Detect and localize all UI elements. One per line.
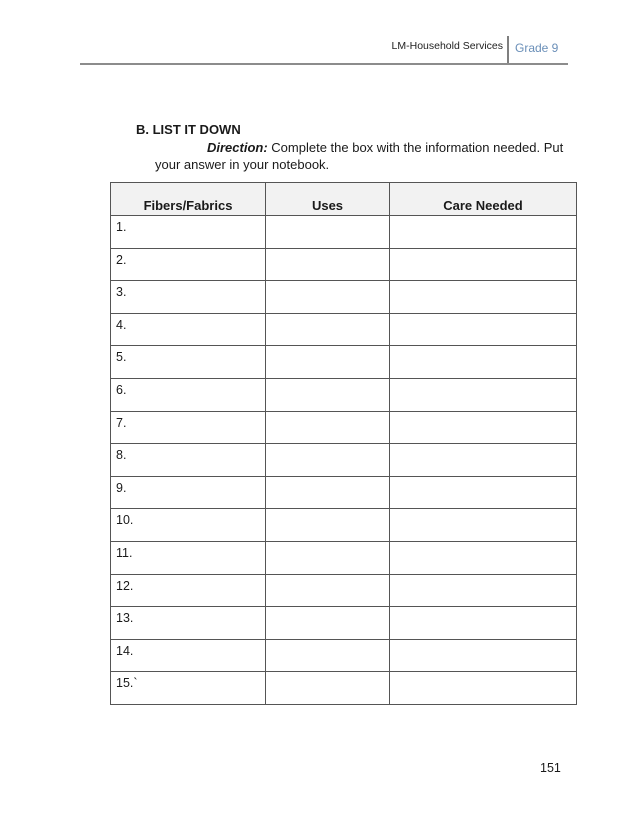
care-cell[interactable] [390, 313, 577, 346]
care-cell[interactable] [390, 672, 577, 705]
care-cell[interactable] [390, 476, 577, 509]
row-number: 11. [116, 545, 133, 560]
column-header-uses: Uses [266, 183, 390, 216]
row-number: 12. [116, 578, 134, 593]
column-header-fibers: Fibers/Fabrics [111, 183, 266, 216]
table-row [111, 607, 577, 640]
fiber-cell[interactable] [111, 574, 266, 607]
table-row [111, 378, 577, 411]
uses-cell[interactable] [266, 444, 390, 477]
uses-cell[interactable] [266, 411, 390, 444]
uses-cell[interactable] [266, 378, 390, 411]
row-number: 8. [116, 448, 127, 463]
uses-cell[interactable] [266, 476, 390, 509]
row-number: 4. [116, 317, 127, 332]
care-cell[interactable] [390, 541, 577, 574]
uses-cell[interactable] [266, 541, 390, 574]
fiber-cell[interactable] [111, 509, 266, 542]
page-header [0, 0, 639, 70]
table-row [111, 541, 577, 574]
care-cell[interactable] [390, 346, 577, 379]
header-subject: LM-Household Services [391, 40, 503, 52]
row-number: 6. [116, 382, 127, 397]
worksheet-table [110, 182, 577, 705]
fiber-cell[interactable] [111, 639, 266, 672]
column-header-care: Care Needed [390, 183, 577, 216]
fiber-cell[interactable] [111, 216, 266, 249]
row-number: 14. [116, 643, 134, 658]
fiber-cell[interactable] [111, 476, 266, 509]
care-cell[interactable] [390, 216, 577, 249]
fiber-cell[interactable] [111, 607, 266, 640]
table-row [111, 346, 577, 379]
uses-cell[interactable] [266, 639, 390, 672]
table-row [111, 216, 577, 249]
uses-cell[interactable] [266, 281, 390, 314]
table-row [111, 574, 577, 607]
uses-cell[interactable] [266, 313, 390, 346]
fiber-cell[interactable] [111, 378, 266, 411]
table-row [111, 444, 577, 477]
table-row [111, 476, 577, 509]
care-cell[interactable] [390, 281, 577, 314]
table-row [111, 313, 577, 346]
table-row [111, 639, 577, 672]
header-divider [507, 36, 509, 64]
row-number: 10. [116, 513, 134, 528]
header-rule [80, 63, 568, 65]
uses-cell[interactable] [266, 574, 390, 607]
fiber-cell[interactable] [111, 248, 266, 281]
row-number: 9. [116, 480, 127, 495]
row-number: 13. [116, 611, 134, 626]
care-cell[interactable] [390, 639, 577, 672]
section-title: B. LIST IT DOWN [136, 122, 241, 137]
fiber-cell[interactable] [111, 281, 266, 314]
direction-body: Complete the box with the information needed. Put your answer in your notebook. [155, 140, 564, 172]
page-number: 151 [540, 761, 561, 775]
row-number: 3. [116, 285, 127, 300]
care-cell[interactable] [390, 607, 577, 640]
table-row [111, 672, 577, 705]
uses-cell[interactable] [266, 346, 390, 379]
care-cell[interactable] [390, 444, 577, 477]
care-cell[interactable] [390, 509, 577, 542]
fiber-cell[interactable] [111, 672, 266, 705]
row-number: 1. [116, 220, 127, 234]
care-cell[interactable] [390, 574, 577, 607]
uses-cell[interactable] [266, 509, 390, 542]
uses-cell[interactable] [266, 216, 390, 249]
uses-cell[interactable] [266, 248, 390, 281]
uses-cell[interactable] [266, 607, 390, 640]
row-number: 15.` [116, 676, 138, 691]
direction-label: Direction: [207, 140, 268, 155]
fiber-cell[interactable] [111, 541, 266, 574]
table-header-row [111, 183, 577, 216]
care-cell[interactable] [390, 248, 577, 281]
care-cell[interactable] [390, 378, 577, 411]
row-number: 5. [116, 350, 127, 365]
table-row [111, 411, 577, 444]
care-cell[interactable] [390, 411, 577, 444]
table-row [111, 281, 577, 314]
fiber-cell[interactable] [111, 444, 266, 477]
fiber-cell[interactable] [111, 313, 266, 346]
header-grade: Grade 9 [515, 41, 559, 55]
table-row [111, 509, 577, 542]
row-number: 2. [116, 252, 127, 267]
uses-cell[interactable] [266, 672, 390, 705]
table-body [111, 216, 577, 705]
table-row [111, 248, 577, 281]
fiber-cell[interactable] [111, 411, 266, 444]
row-number: 7. [116, 415, 127, 430]
direction-text [155, 139, 565, 173]
fiber-cell[interactable] [111, 346, 266, 379]
